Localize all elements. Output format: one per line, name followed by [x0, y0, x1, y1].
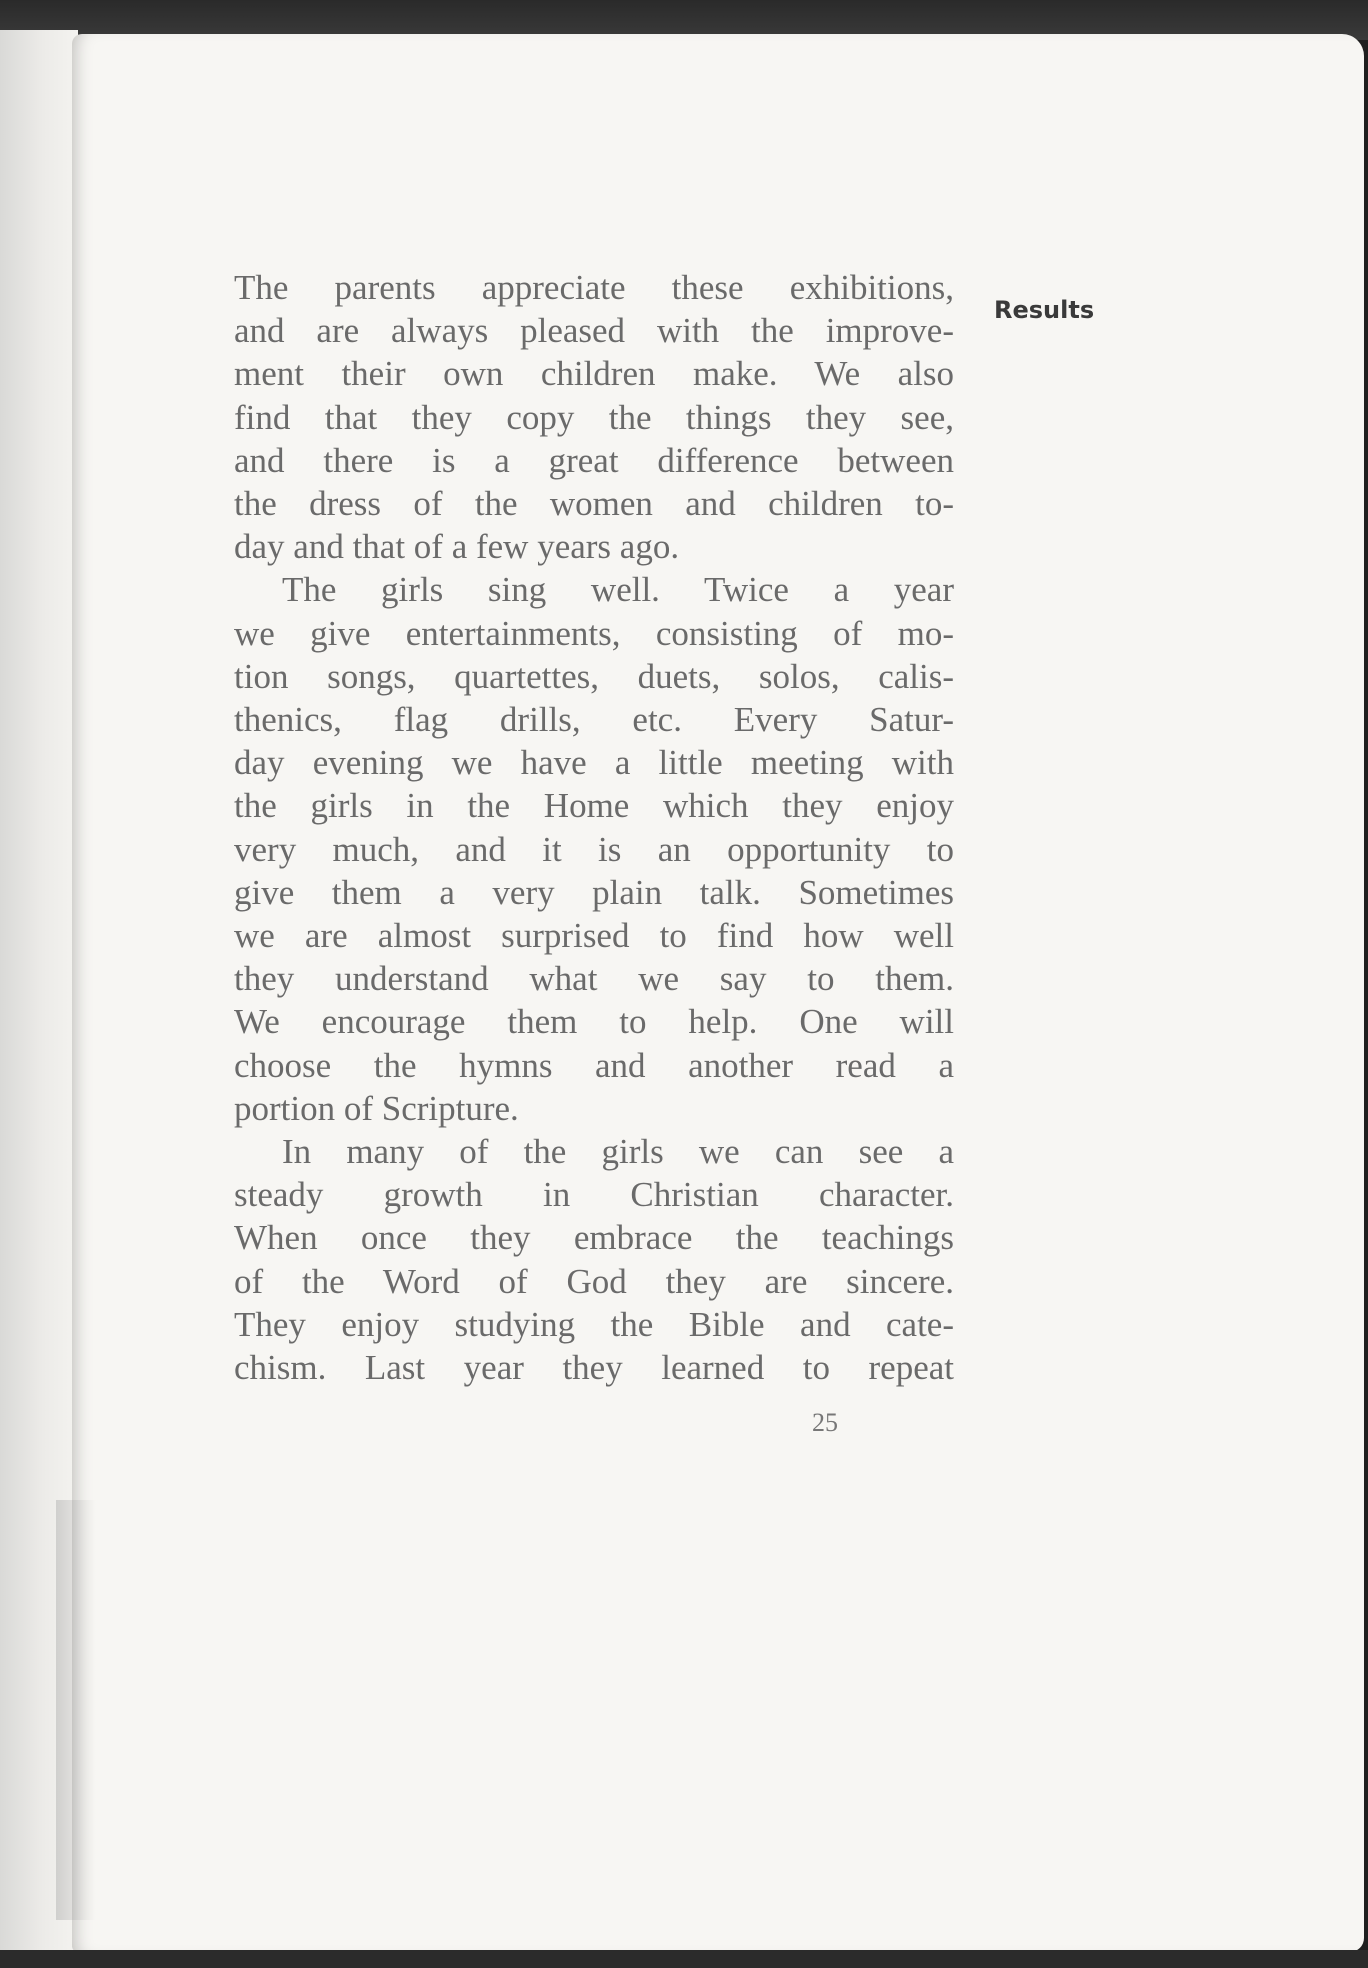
text-line: portion of Scripture. — [234, 1088, 519, 1128]
text-line: and there is a great difference between — [234, 440, 954, 480]
text-line: They enjoy studying the Bible and cate- — [234, 1304, 954, 1344]
text-line: choose the hymns and another read a — [234, 1045, 954, 1085]
text-line: of the Word of God they are sincere. — [234, 1261, 954, 1301]
text-line: tion songs, quartettes, duets, solos, calis- — [234, 656, 954, 696]
scan-bottom-edge — [0, 1950, 1368, 1968]
text-line: we give entertainments, consisting of mo- — [234, 613, 954, 653]
text-line: the girls in the Home which they enjoy — [234, 786, 954, 826]
text-line: very much, and it is an opportunity to — [234, 829, 954, 869]
text-line: day evening we have a little meeting with — [234, 743, 954, 783]
text-line: we are almost surprised to find how well — [234, 916, 954, 956]
text-line: find that they copy the things they see, — [234, 397, 954, 437]
margin-heading: Results — [994, 296, 1095, 324]
text-line: In many of the girls we can see a — [282, 1132, 954, 1172]
page-number: 25 — [812, 1408, 838, 1437]
text-line: thenics, flag drills, etc. Every Satur- — [234, 700, 954, 740]
text-line: day and that of a few years ago. — [234, 527, 680, 567]
text-line: The parents appreciate these exhibitions, — [234, 268, 954, 307]
text-line: they understand what we say to them. — [234, 959, 954, 999]
text-line: chism. Last year they learned to repeat — [234, 1348, 954, 1388]
text-line: steady growth in Christian character. — [234, 1175, 954, 1215]
text-line: the dress of the women and children to- — [234, 484, 954, 524]
text-line: give them a very plain talk. Sometimes — [234, 872, 954, 912]
text-line: When once they embrace the teachings — [234, 1218, 954, 1258]
gutter-shadow — [56, 1500, 96, 1920]
text-line: ment their own children make. We also — [234, 354, 954, 394]
text-line: We encourage them to help. One will — [234, 1002, 954, 1042]
body-text — [234, 266, 954, 1389]
text-line: and are always pleased with the improve- — [234, 311, 954, 351]
text-line: The girls sing well. Twice a year — [282, 570, 954, 610]
